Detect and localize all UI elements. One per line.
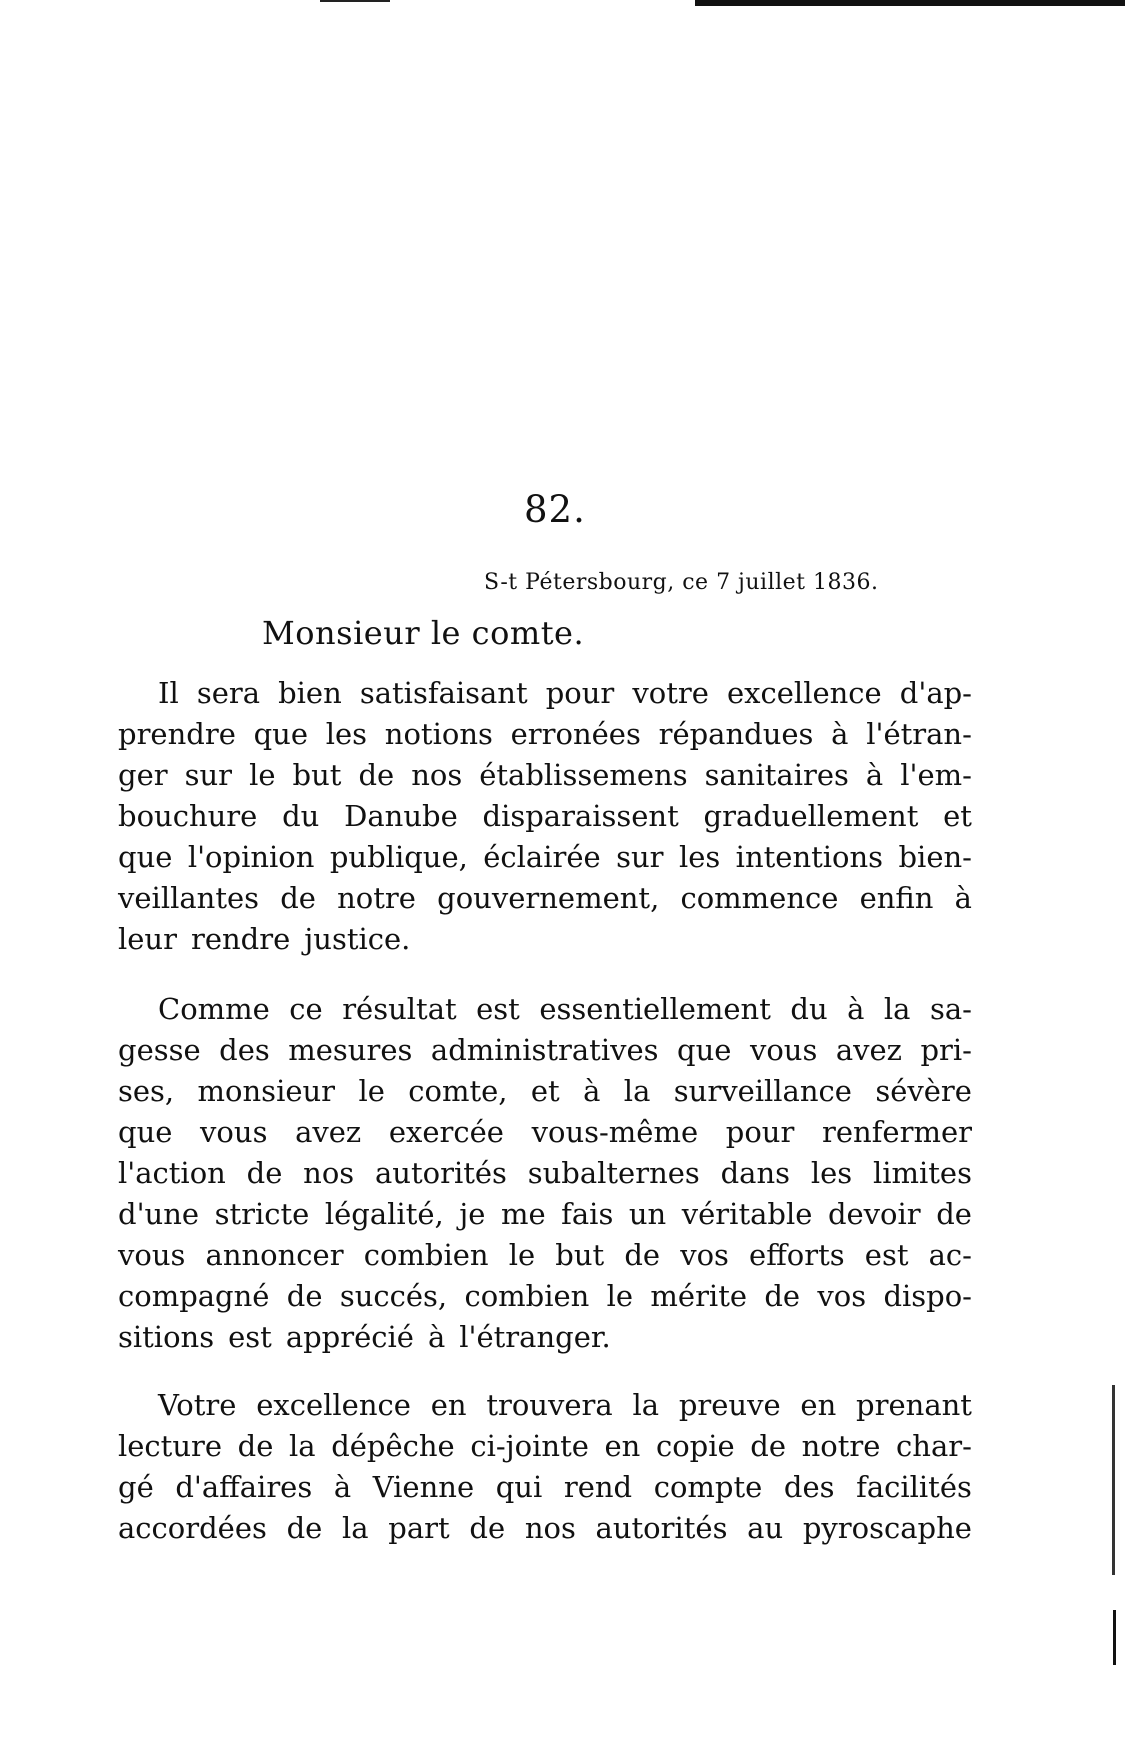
text-line xyxy=(118,1235,972,1276)
word: la xyxy=(632,1388,660,1422)
word: ci-jointe xyxy=(470,1429,589,1463)
word: le xyxy=(606,1279,634,1313)
word: nos xyxy=(411,758,463,792)
word: disparaissent xyxy=(482,799,679,833)
word: copie xyxy=(655,1429,735,1463)
word: qui xyxy=(495,1470,543,1504)
word: Danube xyxy=(344,799,458,833)
word: de xyxy=(246,1156,283,1190)
word: rendre xyxy=(190,922,291,956)
text-line xyxy=(118,1276,972,1317)
word: résultat xyxy=(342,992,457,1026)
word: le xyxy=(358,1074,385,1108)
text-line xyxy=(118,1317,972,1358)
word: l'opinion xyxy=(187,840,315,874)
word: dans xyxy=(720,1156,791,1190)
text-line xyxy=(118,919,972,960)
word: en xyxy=(604,1429,641,1463)
text-line xyxy=(118,796,972,837)
text-line xyxy=(118,1467,972,1508)
word: notre xyxy=(801,1429,881,1463)
word: la xyxy=(883,992,911,1026)
word: l'étran- xyxy=(866,717,972,751)
word: que xyxy=(118,840,173,874)
salutation: Monsieur le comte. xyxy=(262,614,585,652)
word: prendre xyxy=(118,717,236,751)
word: la xyxy=(289,1429,316,1463)
word: du xyxy=(790,992,828,1026)
word: Votre xyxy=(158,1388,237,1422)
word: gé xyxy=(118,1470,154,1504)
word: Comme xyxy=(158,992,270,1026)
word: vous xyxy=(118,1238,186,1272)
word: char- xyxy=(896,1429,972,1463)
word: avez xyxy=(835,1033,902,1067)
word: efforts xyxy=(749,1238,845,1272)
word: stricte xyxy=(214,1197,310,1231)
word: dépêche xyxy=(331,1429,455,1463)
word: vous xyxy=(749,1033,818,1067)
text-line xyxy=(118,1508,972,1549)
word: l'em- xyxy=(900,758,972,792)
word: est xyxy=(864,1238,909,1272)
word: l'action xyxy=(118,1156,226,1190)
word: votre xyxy=(632,676,709,710)
word: en xyxy=(800,1388,837,1422)
text-line xyxy=(118,1071,972,1112)
word: comte, xyxy=(408,1074,508,1108)
word: ses, xyxy=(118,1074,175,1108)
word: trouvera xyxy=(486,1388,613,1422)
word: que xyxy=(677,1033,732,1067)
word: sanitaires xyxy=(704,758,849,792)
document-number: 82. xyxy=(524,488,586,531)
word: commence xyxy=(680,881,839,915)
word: sur xyxy=(184,758,233,792)
text-line xyxy=(118,837,972,878)
word: que xyxy=(118,1115,173,1149)
word: ger xyxy=(118,758,168,792)
word: bouchure xyxy=(118,799,258,833)
word: est xyxy=(476,992,520,1026)
word: de xyxy=(237,1429,274,1463)
word: notions xyxy=(384,717,493,751)
word: rend xyxy=(563,1470,633,1504)
scan-margin-mark-lower xyxy=(1113,1610,1116,1665)
word: répandues xyxy=(658,717,814,751)
word: veillantes xyxy=(118,881,260,915)
word: leur xyxy=(118,922,177,956)
word: d'ap- xyxy=(899,676,972,710)
word: le xyxy=(508,1238,536,1272)
word: autorités xyxy=(595,1511,728,1545)
word: les xyxy=(325,717,368,751)
word: de xyxy=(624,1238,661,1272)
word: renfermer xyxy=(822,1115,972,1149)
word: d'affaires xyxy=(175,1470,313,1504)
word: un xyxy=(628,1197,667,1231)
word: combien xyxy=(363,1238,489,1272)
word: à xyxy=(847,992,865,1026)
word: exercée xyxy=(388,1115,504,1149)
text-line xyxy=(118,1112,972,1153)
word: de xyxy=(358,758,395,792)
word: devoir xyxy=(827,1197,921,1231)
scan-margin-mark xyxy=(1112,1385,1115,1575)
word: les xyxy=(810,1156,853,1190)
word: avez xyxy=(295,1115,362,1149)
word: lecture xyxy=(118,1429,223,1463)
word: gesse xyxy=(118,1033,201,1067)
word: à xyxy=(831,717,849,751)
word: en xyxy=(430,1388,467,1422)
word: d'une xyxy=(118,1197,200,1231)
word: et xyxy=(943,799,972,833)
word: compagné xyxy=(118,1279,270,1313)
word: bien xyxy=(278,676,342,710)
word: sitions xyxy=(118,1320,215,1354)
word: publique, xyxy=(329,840,468,874)
word: de xyxy=(286,1279,323,1313)
word: de xyxy=(469,1511,506,1545)
word: sur xyxy=(616,840,664,874)
word: surveillance xyxy=(673,1074,852,1108)
word: à xyxy=(583,1074,601,1108)
word: les xyxy=(678,840,721,874)
text-line xyxy=(118,1426,972,1467)
word: combien xyxy=(464,1279,590,1313)
word: Vienne xyxy=(372,1470,475,1504)
word: mérite xyxy=(650,1279,748,1313)
word: nos xyxy=(524,1511,576,1545)
word: sévère xyxy=(875,1074,972,1108)
word: à xyxy=(865,758,884,792)
word: graduellement xyxy=(703,799,919,833)
word: éclairée xyxy=(483,840,601,874)
word: notre xyxy=(337,881,416,915)
word: sa- xyxy=(929,992,972,1026)
word: vous xyxy=(200,1115,268,1149)
word: enfin xyxy=(859,881,934,915)
word: pyroscaphe xyxy=(802,1511,972,1545)
word: gouvernement, xyxy=(437,881,660,915)
word: légalité, xyxy=(324,1197,444,1231)
paragraph-1 xyxy=(118,673,972,960)
word: la xyxy=(623,1074,651,1108)
word: intentions xyxy=(735,840,884,874)
word: but xyxy=(292,758,342,792)
word: des xyxy=(783,1470,835,1504)
text-line xyxy=(118,1153,972,1194)
word: que xyxy=(253,717,308,751)
word: monsieur xyxy=(197,1074,336,1108)
text-line xyxy=(118,878,972,919)
word: est xyxy=(228,1320,272,1354)
word: erronées xyxy=(510,717,641,751)
word: essentiellement xyxy=(539,992,771,1026)
word: du xyxy=(282,799,320,833)
word: bien- xyxy=(898,840,972,874)
text-line xyxy=(118,989,972,1030)
word: établissemens xyxy=(479,758,688,792)
word: au xyxy=(747,1511,784,1545)
word: facilités xyxy=(856,1470,972,1504)
word: pour xyxy=(725,1115,795,1149)
word: des xyxy=(219,1033,270,1067)
word: accordées xyxy=(118,1511,267,1545)
text-line xyxy=(118,755,972,796)
word: autorités xyxy=(375,1156,507,1190)
word: preuve xyxy=(678,1388,781,1422)
word: part xyxy=(388,1511,450,1545)
word: excellence xyxy=(256,1388,411,1422)
word: Il xyxy=(158,676,179,710)
scan-edge-mark xyxy=(320,0,390,2)
word: excellence xyxy=(727,676,882,710)
word: but xyxy=(555,1238,605,1272)
paragraph-2 xyxy=(118,989,972,1358)
text-line xyxy=(118,1194,972,1235)
word: je xyxy=(459,1197,486,1231)
word: vos xyxy=(817,1279,867,1313)
word: de xyxy=(936,1197,972,1231)
word: administratives xyxy=(430,1033,659,1067)
word: à xyxy=(954,881,972,915)
word: de xyxy=(280,881,316,915)
word: de xyxy=(764,1279,801,1313)
word: de xyxy=(750,1429,786,1463)
word: subalternes xyxy=(527,1156,700,1190)
word: justice. xyxy=(304,922,411,956)
word: à xyxy=(333,1470,352,1504)
word: me xyxy=(500,1197,546,1231)
word: fais xyxy=(561,1197,614,1231)
word: l'étranger. xyxy=(459,1320,611,1354)
word: la xyxy=(342,1511,369,1545)
text-line xyxy=(118,1030,972,1071)
word: à xyxy=(427,1320,446,1354)
word: mesures xyxy=(288,1033,413,1067)
word: limites xyxy=(872,1156,972,1190)
word: pri- xyxy=(920,1033,972,1067)
word: sera xyxy=(196,676,261,710)
word: et xyxy=(530,1074,560,1108)
text-line xyxy=(118,714,972,755)
word: véritable xyxy=(681,1197,813,1231)
text-line xyxy=(118,1385,972,1426)
word: apprécié xyxy=(285,1320,414,1354)
word: ce xyxy=(289,992,323,1026)
word: dispo- xyxy=(883,1279,972,1313)
scan-edge-bar xyxy=(695,0,1125,6)
word: vos xyxy=(680,1238,729,1272)
word: succés, xyxy=(339,1279,448,1313)
word: satisfaisant xyxy=(359,676,528,710)
word: ac- xyxy=(928,1238,972,1272)
word: compte xyxy=(653,1470,763,1504)
word: de xyxy=(286,1511,323,1545)
word: vous-même xyxy=(531,1115,699,1149)
word: annoncer xyxy=(205,1238,344,1272)
word: nos xyxy=(303,1156,355,1190)
word: pour xyxy=(545,676,615,710)
word: prenant xyxy=(856,1388,972,1422)
word: le xyxy=(249,758,276,792)
text-line xyxy=(118,673,972,714)
paragraph-3 xyxy=(118,1385,972,1549)
place-date-line: S-t Pétersbourg, ce 7 juillet 1836. xyxy=(484,570,879,595)
